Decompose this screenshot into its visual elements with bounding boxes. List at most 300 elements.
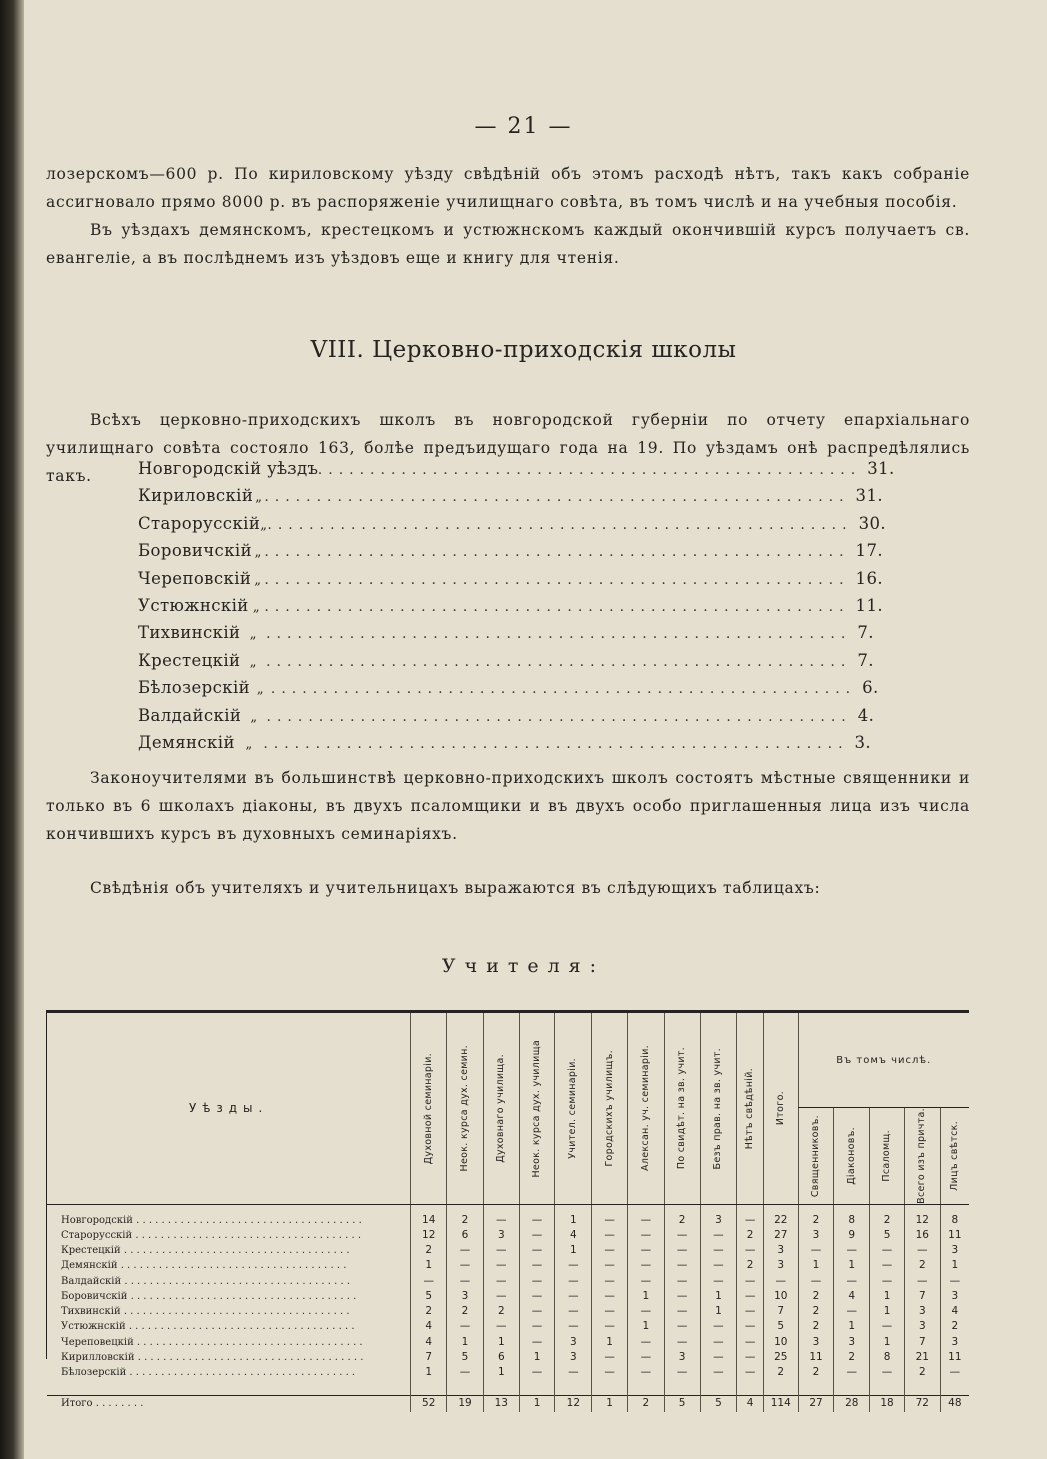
table-cell: — <box>627 1228 664 1243</box>
table-cell: — <box>555 1258 592 1273</box>
table-cell: 2 <box>447 1204 484 1228</box>
table-column-header <box>904 1108 940 1205</box>
table-cell: — <box>834 1243 870 1258</box>
table-cell: — <box>870 1365 905 1380</box>
table-cell: — <box>447 1365 484 1380</box>
column-header-label: Учител. семинаріи. <box>567 1058 579 1159</box>
table-row <box>47 1289 969 1304</box>
table-cell: 2 <box>411 1243 447 1258</box>
table-cell: 8 <box>834 1204 870 1228</box>
table-cell: — <box>627 1204 664 1228</box>
table-cell: 2 <box>737 1258 764 1273</box>
table-cell: 1 <box>940 1258 969 1273</box>
table-cell: — <box>904 1274 940 1289</box>
table-cell: 1 <box>483 1335 519 1350</box>
table-cell: 1 <box>870 1335 905 1350</box>
table-row-uyezd-name: Устюжнскій . . . . . . . . . . . . . . . . . . . . . . . . . . . . . . . . . . . . <box>61 1321 355 1333</box>
table-cell: 2 <box>798 1365 834 1380</box>
distribution-row <box>138 486 883 513</box>
table-cell: — <box>700 1243 737 1258</box>
table-cell: 8 <box>940 1204 969 1228</box>
table-cell: 12 <box>904 1204 940 1228</box>
table-cell: — <box>555 1289 592 1304</box>
table-cell: 1 <box>870 1304 905 1319</box>
column-header-label: Діаконовъ. <box>845 1127 857 1185</box>
table-cell: — <box>798 1274 834 1289</box>
distribution-ditto-mark: „ <box>249 627 257 643</box>
table-cell: 3 <box>483 1228 519 1243</box>
table-cell: — <box>447 1258 484 1273</box>
table-cell: — <box>519 1204 555 1228</box>
distribution-ditto-mark: „ <box>254 572 262 588</box>
distribution-row <box>138 651 883 678</box>
distribution-row <box>138 623 883 650</box>
table-cell: 4 <box>411 1319 447 1334</box>
distribution-ditto-mark: „ <box>254 545 262 561</box>
distribution-count: 11. <box>855 595 883 615</box>
table-cell: — <box>483 1289 519 1304</box>
table-cell: — <box>737 1319 764 1334</box>
table-cell: — <box>737 1335 764 1350</box>
table-cell: — <box>737 1350 764 1365</box>
table-cell: — <box>627 1258 664 1273</box>
table-cell: 8 <box>870 1350 905 1365</box>
table-row-uyezd-name: Демянскій . . . . . . . . . . . . . . . . . . . . . . . . . . . . . . . . . . . . <box>61 1260 347 1272</box>
table-cell: — <box>555 1274 592 1289</box>
table-cell: 1 <box>834 1319 870 1334</box>
column-header-label: По свидѣт. на зв. учит. <box>676 1047 688 1170</box>
table-row-uyezd-name: Кирилловскій . . . . . . . . . . . . . . . . . . . . . . . . . . . . . . . . . . . . <box>61 1351 364 1363</box>
table-column-header <box>519 1013 555 1204</box>
section-paragraph: Всѣхъ церковно-приходскихъ школъ въ новгородской губерніи по отчету епархіальнаго училищнаго совѣта состояло 163, болѣе предъидущаго года на 19. По уѣздамъ онѣ распредѣлялись такъ. <box>46 411 970 485</box>
distribution-row <box>138 513 887 541</box>
distribution-count: 4. <box>857 705 875 725</box>
column-header-label: Всего изъ причта. <box>916 1108 928 1204</box>
table-cell: 28 <box>834 1396 870 1412</box>
table-cell: — <box>870 1258 905 1273</box>
distribution-leader-dots: ........................................................ <box>264 571 850 588</box>
table-spacer-cell <box>519 1380 555 1396</box>
table-cell: — <box>555 1365 592 1380</box>
distribution-uyezd-name: Тихвинскій <box>138 623 241 643</box>
distribution-uyezd-name: Устюжнскій <box>138 595 249 615</box>
table-cell: 27 <box>763 1228 798 1243</box>
table-cell: 1 <box>834 1258 870 1273</box>
table-column-header <box>834 1108 870 1205</box>
table-cell: — <box>519 1243 555 1258</box>
table-spacer-cell <box>411 1380 447 1396</box>
table-cell: 1 <box>627 1319 664 1334</box>
table-cell: 48 <box>940 1396 969 1412</box>
table-cell: 6 <box>447 1228 484 1243</box>
table-spacer-cell <box>798 1380 834 1396</box>
distribution-count: 31. <box>867 459 895 478</box>
table-cell: — <box>483 1258 519 1273</box>
table-cell: — <box>870 1319 905 1334</box>
column-header-label: Псаломщ. <box>881 1130 893 1182</box>
table-cell: — <box>798 1243 834 1258</box>
table-cell: — <box>737 1304 764 1319</box>
table-spacer-row <box>47 1380 969 1396</box>
column-header-label: Городскихъ училищъ. <box>603 1050 615 1167</box>
table-row-uyezd-name: Боровичскій . . . . . . . . . . . . . . . . . . . . . . . . . . . . . . . . . . . . <box>61 1290 357 1302</box>
distribution-list <box>138 459 895 760</box>
table-cell: — <box>940 1274 969 1289</box>
distribution-ditto-mark: „ <box>255 490 263 506</box>
table-spacer-cell <box>940 1380 969 1396</box>
table-cell: — <box>592 1350 628 1365</box>
table-cell: 1 <box>447 1335 484 1350</box>
table-cell: 2 <box>664 1204 700 1228</box>
table-cell: 3 <box>763 1258 798 1273</box>
table-cell: 3 <box>798 1335 834 1350</box>
distribution-leader-dots: ........................................................ <box>266 653 852 670</box>
table-cell: 5 <box>411 1289 447 1304</box>
table-cell: 2 <box>798 1289 834 1304</box>
distribution-uyezd-name: Череповскій <box>138 568 252 588</box>
table-cell: — <box>627 1243 664 1258</box>
distribution-uyezd-name: Крестецкій <box>138 650 241 670</box>
table-cell: 9 <box>834 1228 870 1243</box>
table-cell: 5 <box>447 1350 484 1365</box>
table-cell: 12 <box>555 1396 592 1412</box>
table-cell: 2 <box>737 1228 764 1243</box>
table-cell: — <box>870 1274 905 1289</box>
table-cell: — <box>627 1274 664 1289</box>
table-cell: — <box>664 1365 700 1380</box>
table-cell: 10 <box>763 1335 798 1350</box>
table-cell: — <box>592 1304 628 1319</box>
intro-paragraph-2: Въ уѣздахъ демянскомъ, крестецкомъ и устюжнскомъ каждый окончившій курсъ получаетъ св. евангеліе, а въ послѣднемъ изъ уѣздовъ еще и книгу для чтенія. <box>46 221 970 267</box>
table-cell: — <box>592 1319 628 1334</box>
table-cell: 2 <box>483 1304 519 1319</box>
table-cell: — <box>834 1365 870 1380</box>
table-cell: — <box>627 1365 664 1380</box>
column-header-label: Духовнаго училища. <box>495 1054 507 1163</box>
table-row <box>47 1365 969 1380</box>
table-spacer-cell <box>763 1380 798 1396</box>
distribution-leader-dots: ........................................................ <box>276 462 862 478</box>
table-cell: 2 <box>904 1365 940 1380</box>
table-row <box>47 1335 969 1350</box>
table-cell: — <box>483 1274 519 1289</box>
table-cell: 1 <box>555 1204 592 1228</box>
table-spacer-cell <box>447 1380 484 1396</box>
table-spacer-cell <box>700 1380 737 1396</box>
distribution-count: 30. <box>858 513 887 533</box>
distribution-uyezd-name: Бѣлозерскій <box>138 678 251 698</box>
table-cell: 22 <box>763 1204 798 1228</box>
table-column-header <box>763 1013 798 1204</box>
table-cell: 11 <box>798 1350 834 1365</box>
table-row <box>47 1304 969 1319</box>
table-cell: 21 <box>904 1350 940 1365</box>
table-cell: 25 <box>763 1350 798 1365</box>
table-spacer-cell <box>904 1380 940 1396</box>
table-cell: — <box>664 1304 700 1319</box>
table-column-header <box>664 1013 700 1204</box>
table-cell: 4 <box>834 1289 870 1304</box>
table-cell: 2 <box>798 1319 834 1334</box>
table-group-header: Въ томъ числѣ. <box>798 1013 969 1108</box>
table-cell: — <box>664 1274 700 1289</box>
table-cell: 5 <box>870 1228 905 1243</box>
table-cell: — <box>627 1350 664 1365</box>
table-row-uyezd-name: Череповецкій . . . . . . . . . . . . . . . . . . . . . . . . . . . . . . . . . . . . <box>61 1336 363 1348</box>
table-cell: — <box>627 1304 664 1319</box>
distribution-ditto-mark: „ <box>249 654 257 670</box>
table-cell: — <box>664 1319 700 1334</box>
table-cell: 3 <box>940 1335 969 1350</box>
table-spacer-cell <box>555 1380 592 1396</box>
table-cell: 1 <box>411 1365 447 1380</box>
column-header-label: Священниковъ. <box>810 1114 821 1197</box>
table-cell: — <box>664 1243 700 1258</box>
distribution-row <box>138 596 883 623</box>
table-cell: — <box>555 1304 592 1319</box>
distribution-ditto-mark: „ <box>250 709 258 725</box>
table-cell: 7 <box>904 1335 940 1350</box>
table-cell: — <box>627 1335 664 1350</box>
table-cell: 3 <box>555 1350 592 1365</box>
table-column-header <box>483 1013 519 1204</box>
table-cell: 72 <box>904 1396 940 1412</box>
table-row-uyezd-name: Тихвинскій . . . . . . . . . . . . . . . . . . . . . . . . . . . . . . . . . . . . <box>61 1306 350 1318</box>
distribution-row <box>138 733 883 760</box>
table-cell: — <box>592 1258 628 1273</box>
table-cell: — <box>592 1228 628 1243</box>
table-cell: 1 <box>592 1335 628 1350</box>
table-cell: 3 <box>940 1289 969 1304</box>
table-spacer-cell <box>483 1380 519 1396</box>
table-cell: — <box>592 1204 628 1228</box>
distribution-uyezd-name: Кириловскій <box>138 486 254 506</box>
table-cell: 3 <box>798 1228 834 1243</box>
table-cell: — <box>447 1243 484 1258</box>
table-cell: — <box>519 1228 555 1243</box>
table-cell: 3 <box>834 1335 870 1350</box>
table-cell: 10 <box>763 1289 798 1304</box>
table-cell: — <box>483 1319 519 1334</box>
table-column-header <box>870 1108 905 1205</box>
table-cell: — <box>763 1274 798 1289</box>
table-cell: — <box>700 1350 737 1365</box>
table-cell: — <box>664 1258 700 1273</box>
teachers-table <box>46 1010 969 1410</box>
table-row <box>47 1319 969 1334</box>
table-cell: 1 <box>555 1243 592 1258</box>
table-cell: — <box>834 1274 870 1289</box>
table-cell: — <box>555 1319 592 1334</box>
table-row-uyezd-name: Старорусскій . . . . . . . . . . . . . . . . . . . . . . . . . . . . . . . . . . . . <box>61 1230 362 1242</box>
table-cell: 3 <box>904 1319 940 1334</box>
table-cell: 18 <box>870 1396 905 1412</box>
table-cell: 7 <box>763 1304 798 1319</box>
table-cell: — <box>664 1335 700 1350</box>
table-cell: 2 <box>447 1304 484 1319</box>
table-cell: 1 <box>700 1304 737 1319</box>
table-cell: — <box>940 1365 969 1380</box>
table-cell: 2 <box>798 1304 834 1319</box>
table-cell: 5 <box>763 1319 798 1334</box>
table-cell: 1 <box>483 1365 519 1380</box>
table-cell: — <box>447 1274 484 1289</box>
table-cell: 1 <box>411 1258 447 1273</box>
table-cell: — <box>519 1335 555 1350</box>
table-cell: — <box>592 1274 628 1289</box>
table-column-header <box>737 1013 764 1204</box>
distribution-leader-dots: ........................................................ <box>267 516 853 533</box>
table-title: Учителя: <box>441 955 606 977</box>
distribution-leader-dots: ........................................................ <box>263 735 849 752</box>
table-row <box>47 1350 969 1365</box>
table-column-header <box>627 1013 664 1204</box>
distribution-uyezd-name: Демянскій <box>138 732 235 752</box>
table-cell: — <box>664 1228 700 1243</box>
table-cell: — <box>700 1319 737 1334</box>
table-cell: 3 <box>664 1350 700 1365</box>
table-cell: — <box>737 1243 764 1258</box>
table-spacer-cell <box>870 1380 905 1396</box>
distribution-uyezd-name: Валдайскій <box>138 705 242 725</box>
distribution-uyezd-name: Новгородскій уѣздъ <box>138 459 319 478</box>
table-cell: 3 <box>555 1335 592 1350</box>
table-cell: 12 <box>411 1228 447 1243</box>
table-cell: 11 <box>940 1350 969 1365</box>
column-header-label: Алексан. уч. семинаріи. <box>639 1045 651 1172</box>
distribution-count: 31. <box>855 486 883 506</box>
table-cell: 114 <box>763 1396 798 1412</box>
table-cell: 1 <box>519 1350 555 1365</box>
table-cell: — <box>737 1204 764 1228</box>
distribution-row <box>138 706 883 733</box>
table-cell: — <box>700 1365 737 1380</box>
table-cell: 19 <box>447 1396 484 1412</box>
distribution-uyezd-name: Боровичскій <box>138 541 252 561</box>
table-row <box>47 1258 969 1273</box>
table-cell: 3 <box>700 1204 737 1228</box>
distribution-ditto-mark: „ <box>256 682 265 698</box>
table-cell: — <box>700 1258 737 1273</box>
table-cell: — <box>592 1243 628 1258</box>
table-cell: — <box>519 1304 555 1319</box>
table-cell: — <box>737 1365 764 1380</box>
table-row <box>47 1204 969 1228</box>
distribution-row <box>138 569 883 596</box>
table-cell: 13 <box>483 1396 519 1412</box>
table-cell: 6 <box>483 1350 519 1365</box>
distribution-leader-dots: ........................................................ <box>266 626 852 643</box>
table-spacer-cell <box>664 1380 700 1396</box>
table-cell: 1 <box>870 1289 905 1304</box>
table-row <box>47 1228 969 1243</box>
distribution-count: 7. <box>857 650 874 670</box>
distribution-ditto-mark: „ <box>245 736 253 752</box>
table-cell: 3 <box>447 1289 484 1304</box>
table-column-header <box>700 1013 737 1204</box>
distribution-leader-dots: ........................................................ <box>270 681 857 698</box>
table-row-header: Уѣзды. <box>47 1013 411 1204</box>
table-cell: 2 <box>411 1304 447 1319</box>
table-cell: 2 <box>870 1204 905 1228</box>
table-cell: — <box>411 1274 447 1289</box>
table-cell: — <box>519 1289 555 1304</box>
distribution-count: 6. <box>862 678 879 698</box>
table-row-uyezd-name: Новгородскій . . . . . . . . . . . . . . . . . . . . . . . . . . . . . . . . . . . . <box>61 1214 362 1226</box>
table-cell: 1 <box>592 1396 628 1412</box>
table-column-header <box>447 1013 484 1204</box>
info-paragraph: Свѣдѣнія объ учителяхъ и учительницахъ выражаются въ слѣдующихъ таблицахъ: <box>90 879 821 897</box>
table-cell: — <box>483 1204 519 1228</box>
distribution-leader-dots: ........................................................ <box>264 544 850 561</box>
column-header-label: Безъ прав. на зв. учит. <box>712 1047 724 1170</box>
book-spine-shadow <box>0 0 24 1459</box>
table-cell: 16 <box>904 1228 940 1243</box>
distribution-ditto-mark: „ <box>252 599 261 615</box>
distribution-row <box>138 678 883 705</box>
table-cell: 4 <box>411 1335 447 1350</box>
table-cell: — <box>519 1258 555 1273</box>
table-cell: 3 <box>940 1243 969 1258</box>
table-cell: — <box>700 1335 737 1350</box>
table-cell: 4 <box>555 1228 592 1243</box>
column-header-label: Нѣтъ свѣдѣній. <box>744 1067 756 1150</box>
table-column-header <box>555 1013 592 1204</box>
table-cell: 1 <box>798 1258 834 1273</box>
table-cell: — <box>700 1228 737 1243</box>
table-row-uyezd-name: Валдайскій . . . . . . . . . . . . . . . . . . . . . . . . . . . . . . . . . . . . <box>61 1275 351 1287</box>
table-column-header <box>411 1013 447 1204</box>
table-cell: — <box>519 1319 555 1334</box>
distribution-count: 3. <box>854 732 872 752</box>
table-cell: — <box>870 1243 905 1258</box>
table-cell: 3 <box>763 1243 798 1258</box>
table-cell: 2 <box>834 1350 870 1365</box>
table-cell: 14 <box>411 1204 447 1228</box>
table-cell: 2 <box>940 1319 969 1334</box>
table-cell: — <box>592 1289 628 1304</box>
table-cell: — <box>904 1243 940 1258</box>
table-cell: 2 <box>627 1396 664 1412</box>
column-header-label: Неок. курса дух. училища <box>531 1039 543 1178</box>
page-number: — 21 — <box>474 114 573 139</box>
distribution-leader-dots: ........................................................ <box>264 489 850 506</box>
table-spacer-cell <box>47 1380 411 1396</box>
table-row <box>47 1243 969 1258</box>
distribution-count: 17. <box>855 541 883 561</box>
table-cell: 27 <box>798 1396 834 1412</box>
table-row <box>47 1274 969 1289</box>
intro-paragraph-1: лозерскомъ—600 р. По кириловскому уѣзду свѣдѣній объ этомъ расходѣ нѣтъ, такъ какъ собраніе ассигновало прямо 8000 р. въ распоряженіе училищнаго совѣта, въ томъ числѣ и на учебныя пособія. <box>46 165 970 211</box>
table-cell: 1 <box>627 1289 664 1304</box>
column-header-label: Итого. <box>774 1091 786 1126</box>
table-spacer-cell <box>737 1380 764 1396</box>
table-cell: — <box>834 1304 870 1319</box>
table-spacer-cell <box>834 1380 870 1396</box>
table-cell: 3 <box>904 1304 940 1319</box>
distribution-row <box>138 459 895 486</box>
table-cell: 4 <box>940 1304 969 1319</box>
table-cell: 7 <box>904 1289 940 1304</box>
table-total-row <box>47 1396 969 1412</box>
section-heading: VIII. Церковно-приходскія школы <box>310 337 737 363</box>
distribution-row <box>138 541 883 568</box>
table-cell: 4 <box>737 1396 764 1412</box>
table-cell: — <box>592 1365 628 1380</box>
column-header-label: Духовной семинаріи. <box>422 1052 434 1165</box>
distribution-leader-dots: ........................................................ <box>266 708 852 725</box>
table-cell: 2 <box>904 1258 940 1273</box>
